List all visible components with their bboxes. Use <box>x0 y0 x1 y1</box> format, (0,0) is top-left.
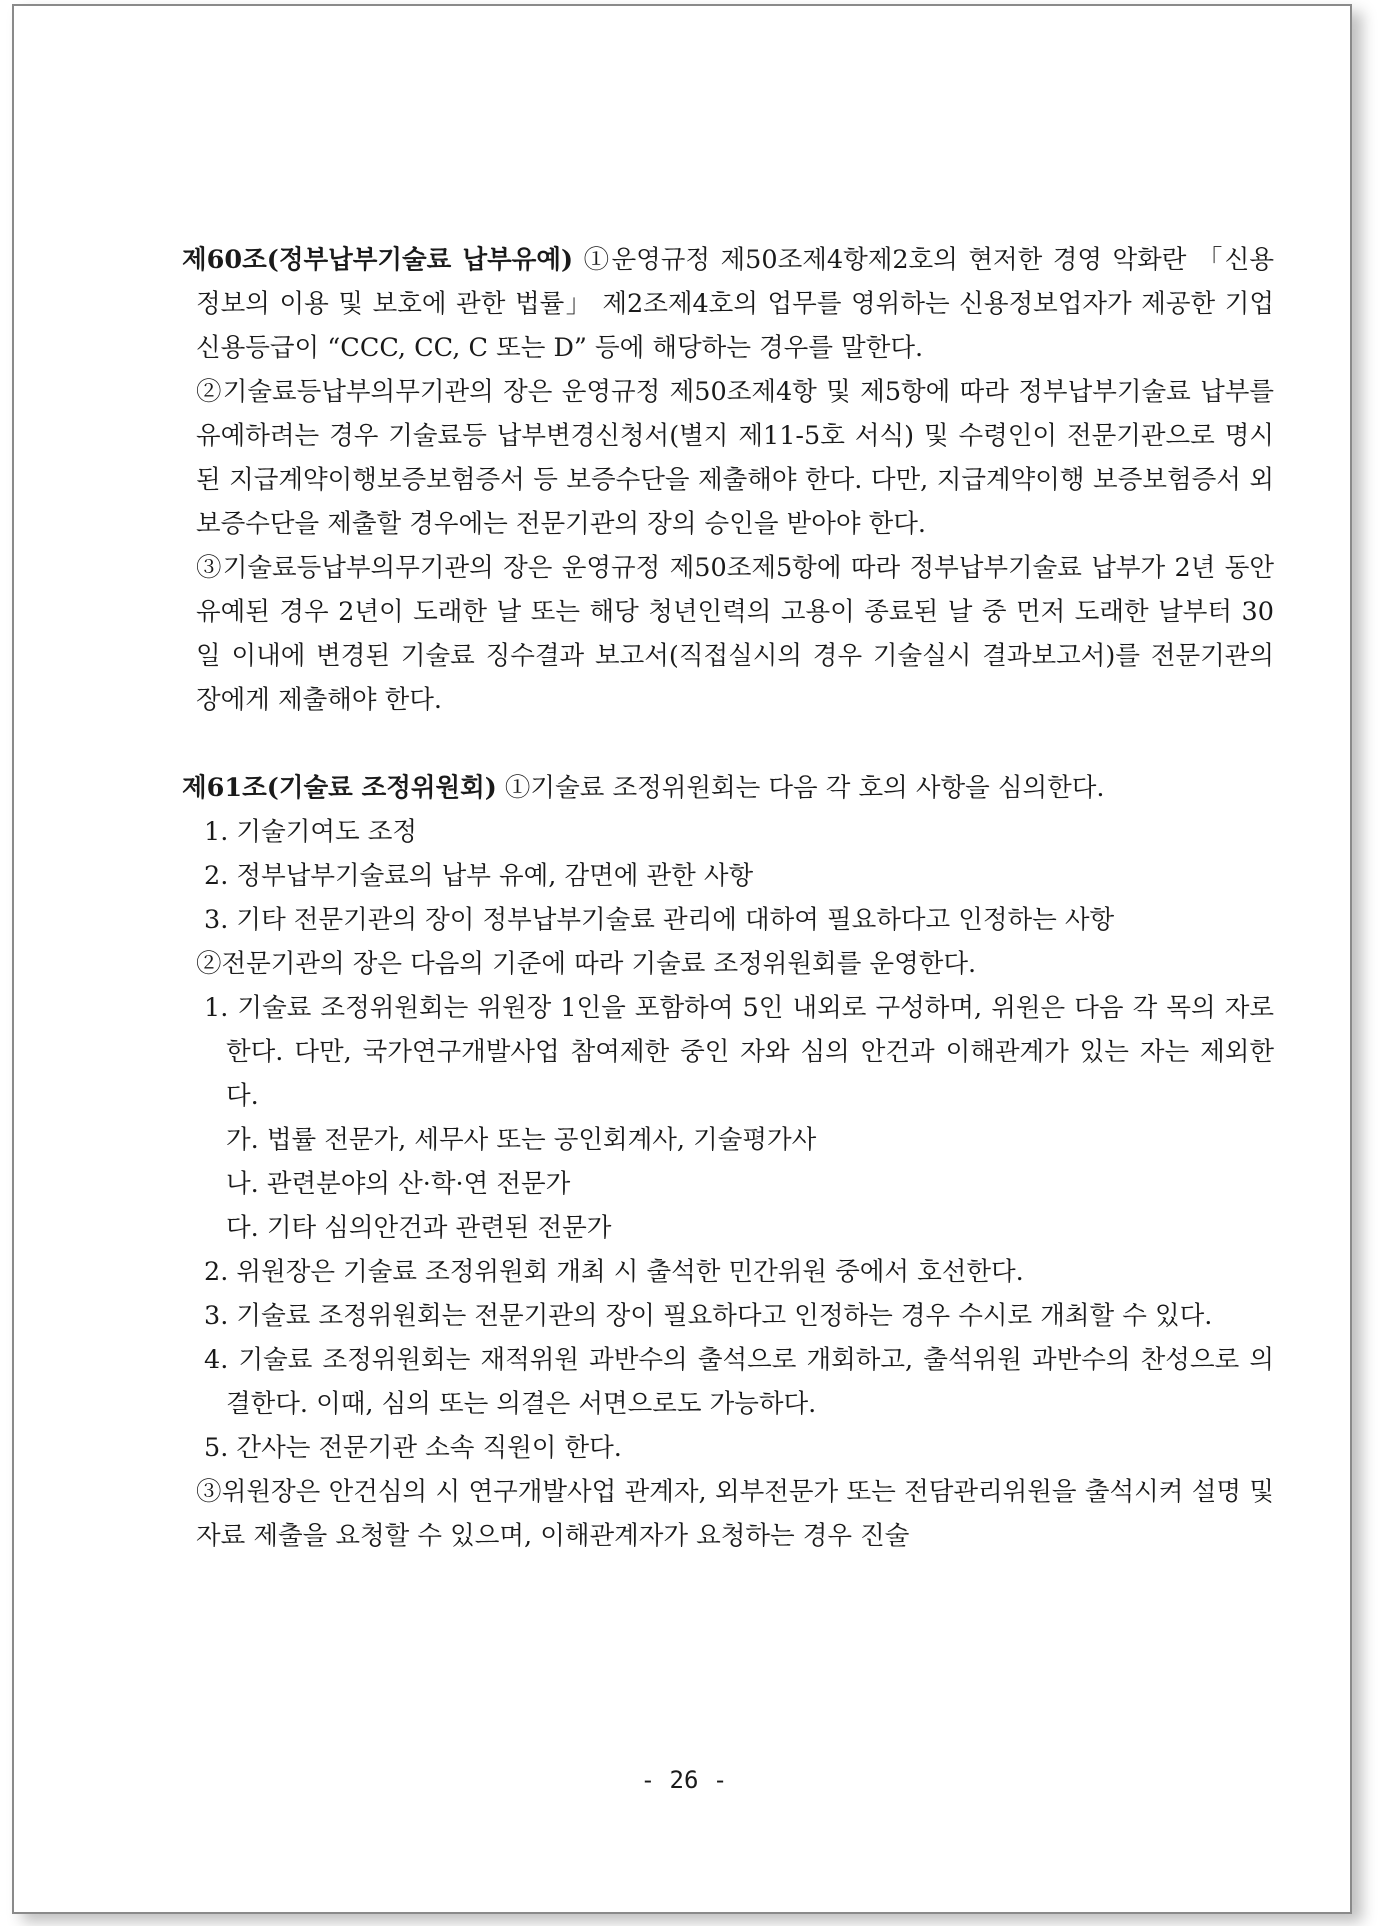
article-61-title: 제61조(기술료 조정위원회) <box>182 773 497 803</box>
sub-list-item: 나. 관련분야의 산·학·연 전문가 <box>226 1169 571 1199</box>
list-item: 2. 정부납부기술료의 납부 유예, 감면에 관한 사항 <box>204 861 754 891</box>
article-60-para-2: ②기술료등납부의무기관의 장은 운영규정 제50조제4항 및 제5항에 따라 정부납부기술료 납부를 유예하려는 경우 기술료등 납부변경신청서(별지 제11-5호 서식) 및 수령인이 전문기관으로 명시된 지급계약이행보증보험증서 등 보증수단을 제출해야 한다. 다만, 지급계약이행 보증보험증서 외 보증수단을 제출할 경우에는 전문기관의 장의 승인을 받아야 한다. <box>196 377 1274 539</box>
article-61 <box>166 766 1274 810</box>
list-item: 2. 위원장은 기술료 조정위원회 개최 시 출석한 민간위원 중에서 호선한다. <box>204 1257 1024 1287</box>
section-gap <box>166 722 1274 766</box>
document-page <box>12 4 1352 1914</box>
article-60-para-3: ③기술료등납부의무기관의 장은 운영규정 제50조제5항에 따라 정부납부기술료 납부가 2년 동안 유예된 경우 2년이 도래한 날 또는 해당 청년인력의 고용이 종료된 날 중 먼저 도래한 날부터 30일 이내에 변경된 기술료 징수결과 보고서(직접실시의 경우 기술실시 결과보고서)를 전문기관의 장에게 제출해야 한다. <box>196 553 1274 715</box>
sub-list-item: 다. 기타 심의안건과 관련된 전문가 <box>226 1213 612 1243</box>
article-60-para-1: ①운영규정 제50조제4항제2호의 현저한 경영 악화란 「신용정보의 이용 및 보호에 관한 법률」 제2조제4호의 업무를 영위하는 신용정보업자가 제공한 기업신용등급이 “CCC, CC, C 또는 D” 등에 해당하는 경우를 말한다. <box>196 245 1274 363</box>
article-61-para-2: ②전문기관의 장은 다음의 기준에 따라 기술료 조정위원회를 운영한다. <box>196 949 977 979</box>
sub-list-item: 가. 법률 전문가, 세무사 또는 공인회계사, 기술평가사 <box>226 1125 817 1155</box>
list-item: 4. 기술료 조정위원회는 재적위원 과반수의 출석으로 개회하고, 출석위원 과반수의 찬성으로 의결한다. 이때, 심의 또는 의결은 서면으로도 가능하다. <box>204 1345 1274 1419</box>
list-item: 3. 기타 전문기관의 장이 정부납부기술료 관리에 대하여 필요하다고 인정하는 사항 <box>204 905 1115 935</box>
page-number: - 26 - <box>640 1766 728 1794</box>
list-item: 3. 기술료 조정위원회는 전문기관의 장이 필요하다고 인정하는 경우 수시로 개최할 수 있다. <box>204 1301 1213 1331</box>
list-item: 1. 기술료 조정위원회는 위원장 1인을 포함하여 5인 내외로 구성하며, 위원은 다음 각 목의 자로 한다. 다만, 국가연구개발사업 참여제한 중인 자와 심의 안건과 이해관계가 있는 자는 제외한다. <box>204 993 1274 1111</box>
list-item: 1. 기술기여도 조정 <box>204 817 417 847</box>
list-item: 5. 간사는 전문기관 소속 직원이 한다. <box>204 1433 622 1463</box>
article-60-title: 제60조(정부납부기술료 납부유예) <box>182 245 574 275</box>
document-body <box>166 238 1274 1558</box>
article-61-para-3: ③위원장은 안건심의 시 연구개발사업 관계자, 외부전문가 또는 전담관리위원을 출석시켜 설명 및 자료 제출을 요청할 수 있으며, 이해관계자가 요청하는 경우 진술 <box>196 1477 1274 1551</box>
article-61-para-1: ①기술료 조정위원회는 다음 각 호의 사항을 심의한다. <box>496 773 1105 803</box>
article-60 <box>166 238 1274 370</box>
